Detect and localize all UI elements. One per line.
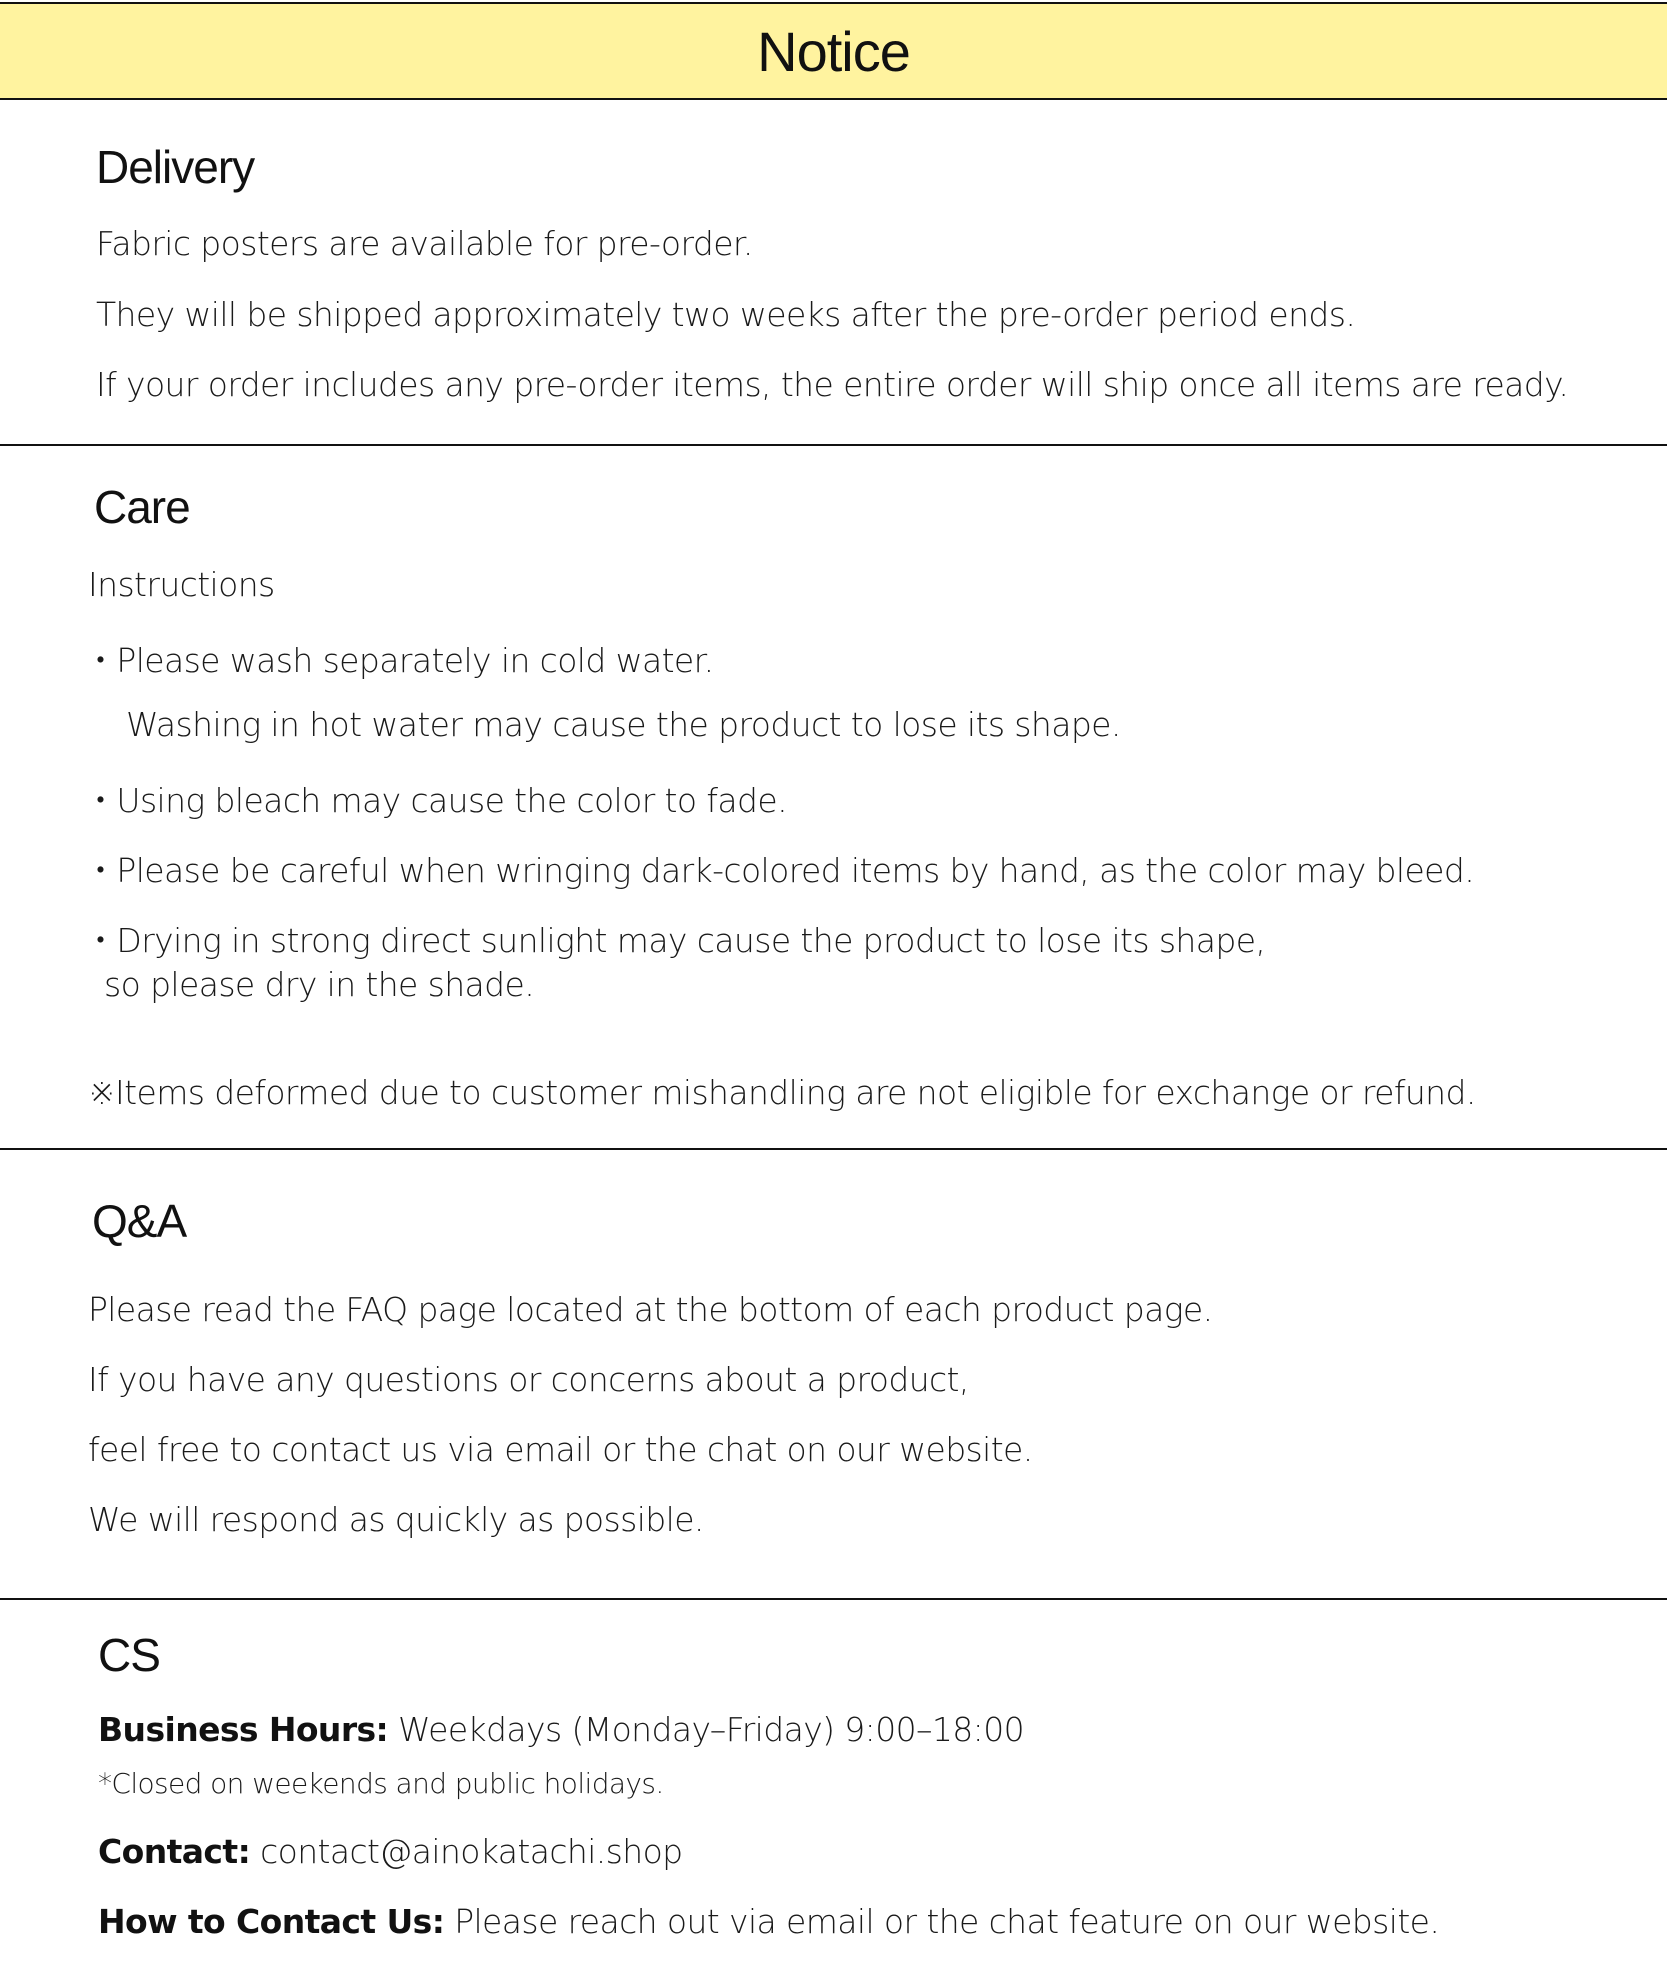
qa-line-2: If you have any questions or concerns about a product, [88, 1360, 969, 1399]
care-item-bleach: ・Using bleach may cause the color to fade. [84, 781, 787, 820]
care-item-hot-water: Washing in hot water may cause the product to lose its shape. [126, 705, 1121, 744]
care-item-wringing: ・Please be careful when wringing dark-colored items by hand, as the color may bleed. [84, 851, 1475, 890]
cs-business-hours-label: Business Hours: [98, 1710, 389, 1749]
qa-line-4: We will respond as quickly as possible. [88, 1500, 704, 1539]
cs-business-hours [98, 1710, 1024, 1749]
qa-line-3: feel free to contact us via email or the chat on our website. [88, 1430, 1033, 1469]
cs-contact-method-value: Please reach out via email or the chat feature on our website. [454, 1902, 1440, 1941]
cs-contact-method [98, 1902, 1439, 1941]
notice-title: Notice [757, 19, 910, 83]
care-item-sunlight: ・Drying in strong direct sunlight may cause the product to lose its shape, [84, 921, 1266, 960]
care-item-cold-water: ・Please wash separately in cold water. [84, 641, 714, 680]
cs-contact-label: Contact: [98, 1832, 251, 1871]
cs-hours-note: *Closed on weekends and public holidays. [98, 1767, 664, 1800]
care-item-shade: so please dry in the shade. [104, 965, 535, 1004]
delivery-line-1: Fabric posters are available for pre-order. [96, 224, 753, 263]
cs-contact [98, 1832, 683, 1871]
care-title: Care [94, 481, 190, 533]
cs-business-hours-value: Weekdays (Monday–Friday) 9:00–18:00 [398, 1710, 1024, 1749]
cs-title: CS [98, 1629, 160, 1681]
cs-contact-method-label: How to Contact Us: [98, 1902, 445, 1941]
delivery-line-3: If your order includes any pre-order items, the entire order will ship once all items are ready. [96, 365, 1569, 404]
qa-title: Q&A [92, 1195, 187, 1247]
delivery-title: Delivery [96, 141, 255, 193]
care-note: ※Items deformed due to customer mishandling are not eligible for exchange or refund. [88, 1073, 1476, 1112]
cs-contact-email[interactable]: contact@ainokatachi.shop [260, 1832, 683, 1871]
delivery-line-2: They will be shipped approximately two weeks after the pre-order period ends. [96, 295, 1356, 334]
care-intro: Instructions [88, 565, 275, 604]
qa-line-1: Please read the FAQ page located at the bottom of each product page. [88, 1290, 1213, 1329]
